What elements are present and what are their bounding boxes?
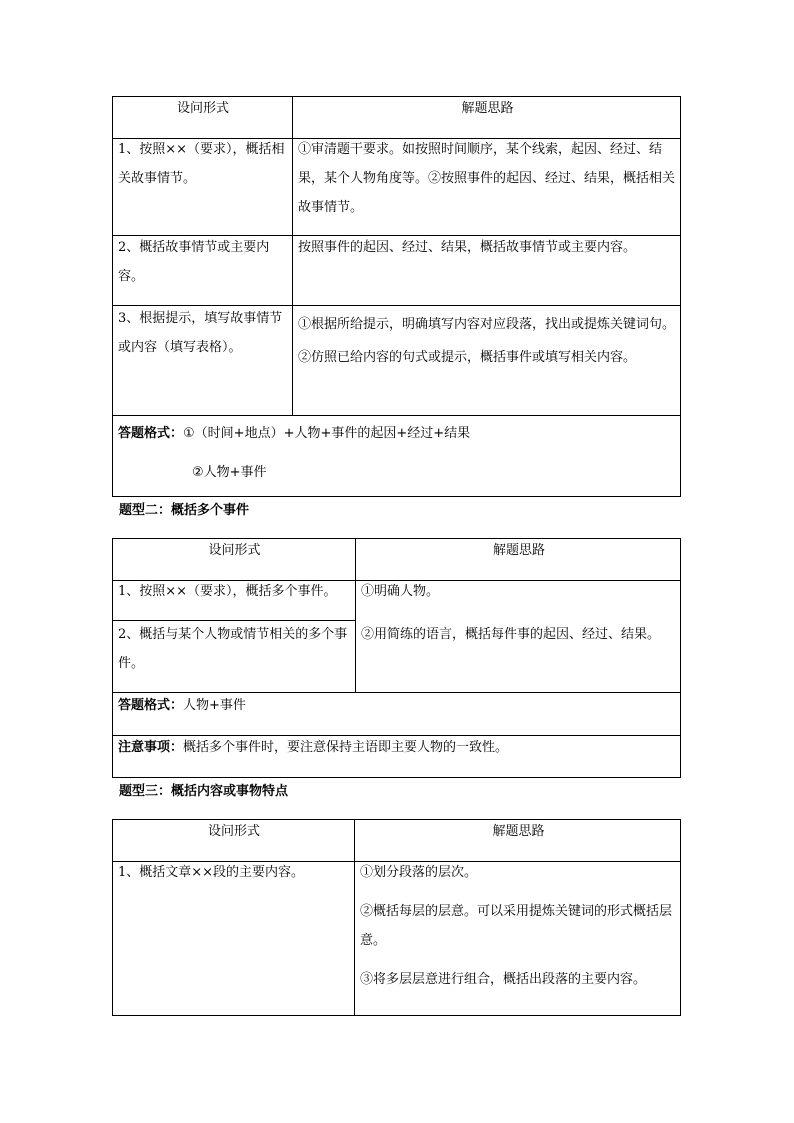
answer-format-line2: ②人物+事件 [192, 465, 267, 480]
answer-format-text: 人物+事件 [183, 698, 246, 713]
section3-heading: 题型三：概括内容或事物特点 [119, 784, 289, 799]
table1-row3-approach [292, 308, 681, 372]
table1-row3-form: 3、根据提示，填写故事情节或内容（填写表格）。 [118, 311, 283, 355]
table3-row1-form: 1、概括文章××段的主要内容。 [118, 865, 305, 880]
table1-row-divider [112, 415, 681, 416]
table3-approach-para: ②概括每层的层意。可以采用提炼关键词的形式概括层意。 [360, 904, 673, 948]
table1-answer-format [112, 417, 681, 488]
answer-format-label: 答题格式： [118, 698, 184, 713]
table2-row2-form: 2、概括与某个人物或情节相关的多个事件。 [118, 627, 348, 671]
table3-header-approach: 解题思路 [492, 824, 545, 839]
table2-header-form: 设问形式 [208, 543, 261, 558]
table3-approach-para: ③将多层层意进行组合，概括出段落的主要内容。 [360, 972, 647, 987]
table1-row2-approach: 按照事件的起因、经过、结果，概括故事情节或主要内容。 [298, 240, 637, 255]
table1-row1-approach: ①审清题干要求。如按照时间顺序，某个线索，起因、经过、结果，某个人物角度等。②按照事件的起因、经过、结果，概括相关故事情节。 [298, 142, 676, 215]
table1-row3-approach-para: ②仿照已给内容的句式或提示，概括事件或填写相关内容。 [298, 350, 637, 365]
note-label: 注意事项： [118, 740, 184, 755]
table2-approach-para: ①明确人物。 [361, 584, 440, 599]
table1-row3-approach-para: ①根据所给提示，明确填写内容对应段落，找出或提炼关键词句。 [298, 317, 676, 332]
table3-header-form: 设问形式 [207, 824, 260, 839]
section2-heading: 题型二：概括多个事件 [119, 503, 250, 518]
table1-row2-form: 2、概括故事情节或主要内容。 [118, 240, 270, 284]
table2-approach-para: ②用简练的语言，概括每件事的起因、经过、结果。 [361, 627, 661, 642]
table2-row1-form: 1、按照××（要求），概括多个事件。 [118, 584, 337, 599]
table1-header-form: 设问形式 [176, 101, 229, 116]
note-text: 概括多个事件时，要注意保持主语即主要人物的一致性。 [183, 740, 509, 755]
table3-approach-para: ①划分段落的层次。 [360, 865, 478, 880]
answer-format-line1: ①（时间+地点）+人物+事件的起因+经过+结果 [183, 426, 471, 441]
answer-format-label: 答题格式： [118, 426, 184, 441]
table1-row1-form: 1、按照××（要求），概括相关故事情节。 [118, 142, 285, 186]
table3-approach [354, 856, 681, 994]
table2-approach [355, 575, 681, 649]
table1-header-approach: 解题思路 [461, 101, 514, 116]
table2-answer-format [112, 689, 681, 720]
table2-header-approach: 解题思路 [492, 543, 545, 558]
table2-note [112, 731, 681, 762]
